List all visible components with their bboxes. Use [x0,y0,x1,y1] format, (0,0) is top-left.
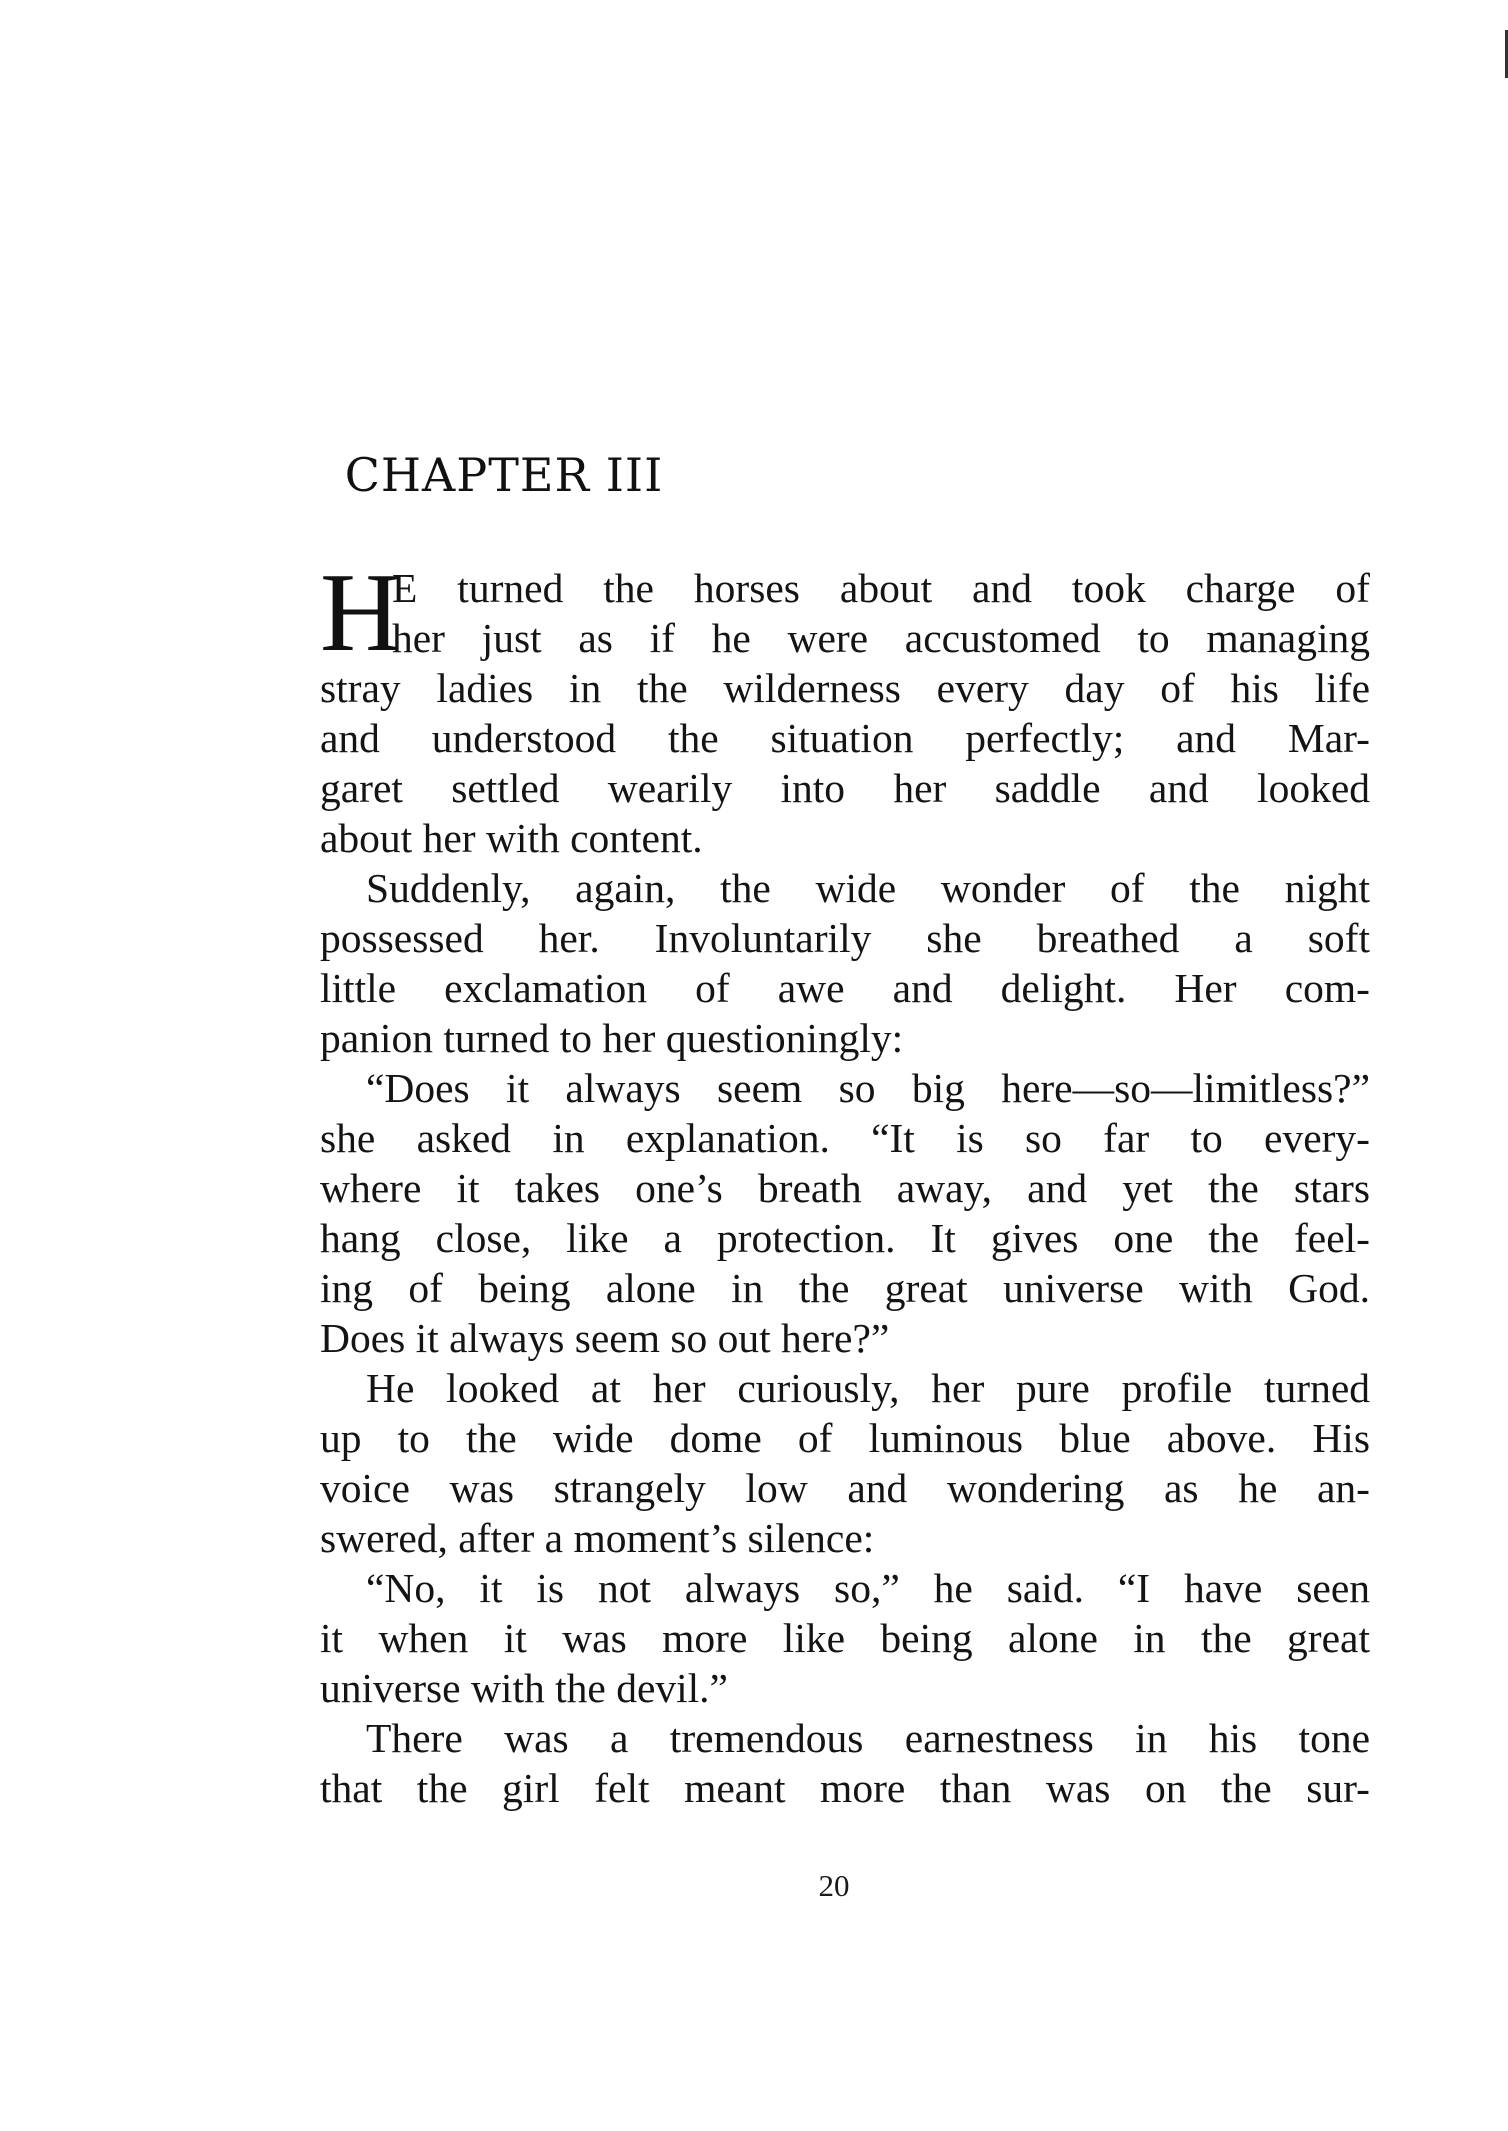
text-line: “Does it always seem so big here—so—limitless?” [366,1065,1370,1111]
text-line: stray ladies in the wilderness every day of his life [320,665,1370,711]
text-line: she asked in explanation. “It is so far to every- [320,1115,1370,1161]
text-line: up to the wide dome of luminous blue above. His [320,1415,1370,1461]
text-line: “No, it is not always so,” he said. “I have seen [366,1565,1370,1611]
text-line: her just as if he were accustomed to managing [392,615,1370,661]
text-line: He looked at her curiously, her pure profile turned [366,1365,1370,1411]
text-line: that the girl felt meant more than was on the sur- [320,1765,1370,1811]
text-line: ing of being alone in the great universe with God. [320,1265,1370,1311]
text-line: Suddenly, again, the wide wonder of the night [366,865,1370,911]
text-line: swered, after a moment’s silence: [320,1515,875,1561]
text-line: universe with the devil.” [320,1665,728,1711]
text-line: hang close, like a protection. It gives one the feel- [320,1215,1370,1261]
text-line: where it takes one’s breath away, and yet the stars [320,1165,1370,1211]
page-number-text: 20 [818,1868,850,1903]
text-line: voice was strangely low and wondering as he an- [320,1465,1370,1511]
text-line: and understood the situation perfectly; and Mar- [320,715,1370,761]
page-number [0,1868,1508,1904]
chapter-heading [0,448,1508,502]
text-line: possessed her. Involuntarily she breathed a soft [320,915,1370,961]
chapter-body [320,551,1370,1813]
chapter-title-text: CHAPTER III [344,448,664,502]
text-line: There was a tremendous earnestness in his tone [366,1715,1370,1761]
text-line: about her with content. [320,815,703,861]
text-line: garet settled wearily into her saddle and looked [320,765,1370,811]
drop-cap: H [320,551,401,675]
text-line: Does it always seem so out here?” [320,1315,890,1361]
text-line: little exclamation of awe and delight. Her com- [320,965,1370,1011]
text-line: E turned the horses about and took charge of [392,565,1370,611]
text-line: panion turned to her questioningly: [320,1015,904,1061]
text-line: it when it was more like being alone in the great [320,1615,1370,1661]
